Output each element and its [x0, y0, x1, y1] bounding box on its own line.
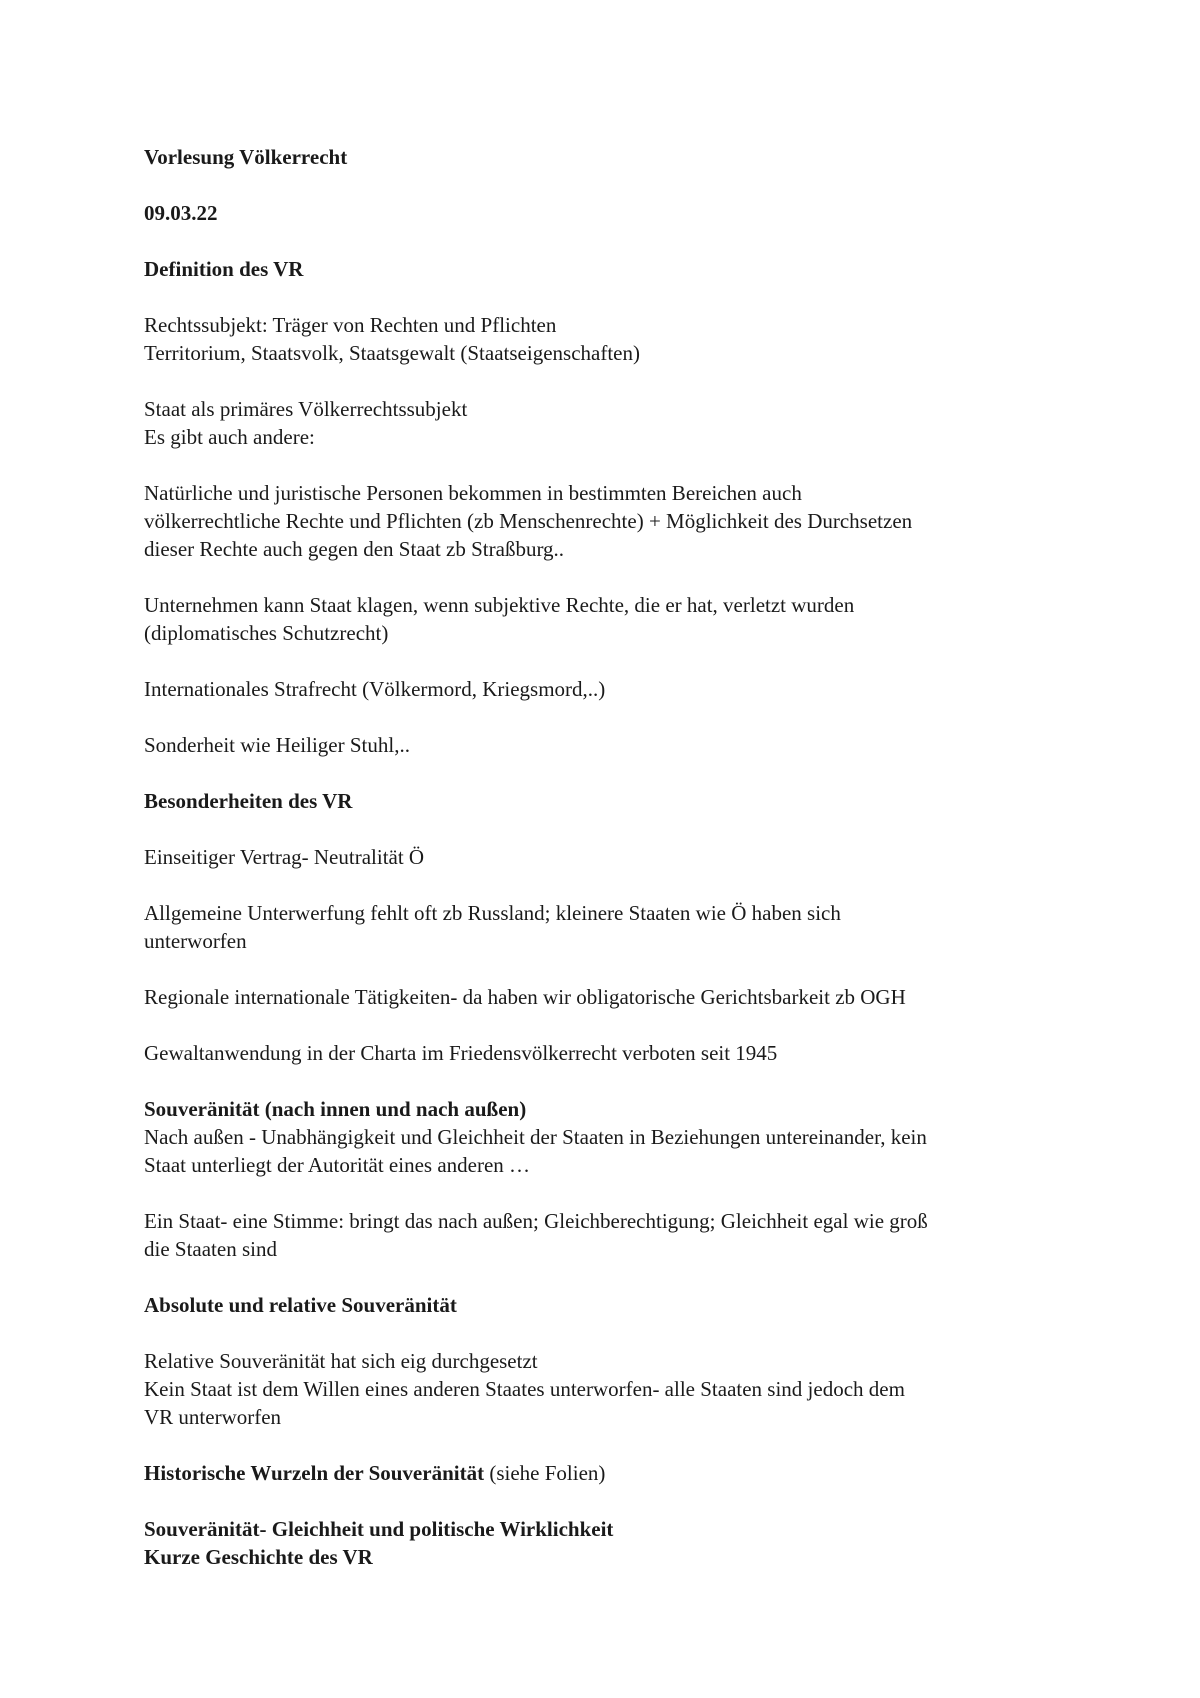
- text-line: unterworfen: [144, 929, 247, 953]
- paragraph-vertrag: Einseitiger Vertrag- Neutralität Ö: [144, 845, 425, 869]
- section-gleichheit-geschichte: [144, 1515, 1064, 1571]
- paragraph-rechtssubjekt: [144, 311, 1064, 367]
- text-line: Territorium, Staatsvolk, Staatsgewalt (Staatseigenschaften): [144, 341, 640, 365]
- heading-besonderheiten: Besonderheiten des VR: [144, 789, 353, 813]
- text-line: Allgemeine Unterwerfung fehlt oft zb Russland; kleinere Staaten wie Ö haben sich: [144, 901, 841, 925]
- paragraph-relative: [144, 1347, 1064, 1431]
- text-line: Unternehmen kann Staat klagen, wenn subjektive Rechte, die er hat, verletzt wurden: [144, 593, 855, 617]
- heading-souveraenitaet: Souveränität (nach innen und nach außen): [144, 1097, 527, 1121]
- text-line: Staat als primäres Völkerrechtssubjekt: [144, 397, 468, 421]
- text-line: dieser Rechte auch gegen den Staat zb Straßburg..: [144, 537, 565, 561]
- text-line: Staat unterliegt der Autorität eines anderen …: [144, 1153, 531, 1177]
- heading-historische: Historische Wurzeln der Souveränität (siehe Folien): [144, 1461, 606, 1485]
- text-line: Nach außen - Unabhängigkeit und Gleichheit der Staaten in Beziehungen untereinander, kein: [144, 1125, 927, 1149]
- paragraph-sonderheit: Sonderheit wie Heiliger Stuhl,..: [144, 733, 410, 757]
- paragraph-unternehmen: [144, 591, 1064, 647]
- text-line: Rechtssubjekt: Träger von Rechten und Pflichten: [144, 313, 557, 337]
- text-line: Kein Staat ist dem Willen eines anderen Staates unterworfen- alle Staaten sind jedoch dem: [144, 1377, 905, 1401]
- document-title: Vorlesung Völkerrecht: [144, 145, 348, 169]
- text-line: Relative Souveränität hat sich eig durchgesetzt: [144, 1349, 538, 1373]
- paragraph-unterwerfung: [144, 899, 1064, 955]
- heading-definition: Definition des VR: [144, 257, 304, 281]
- paragraph-staat: [144, 395, 1064, 451]
- paragraph-personen: [144, 479, 1064, 563]
- paragraph-regionale: Regionale internationale Tätigkeiten- da haben wir obligatorische Gerichtsbarkeit zb OGH: [144, 985, 906, 1009]
- lecture-date: 09.03.22: [144, 201, 218, 225]
- heading-absolute-relative: Absolute und relative Souveränität: [144, 1293, 457, 1317]
- text-line: Ein Staat- eine Stimme: bringt das nach außen; Gleichberechtigung; Gleichheit egal wie groß: [144, 1209, 928, 1233]
- heading-gleichheit: Souveränität- Gleichheit und politische Wirklichkeit: [144, 1517, 614, 1541]
- heading-geschichte: Kurze Geschichte des VR: [144, 1545, 373, 1569]
- paragraph-gewaltanwendung: Gewaltanwendung in der Charta im Friedensvölkerrecht verboten seit 1945: [144, 1041, 778, 1065]
- heading-historische-suffix: (siehe Folien): [484, 1461, 606, 1485]
- paragraph-strafrecht: Internationales Strafrecht (Völkermord, Kriegsmord,..): [144, 677, 606, 701]
- text-line: VR unterworfen: [144, 1405, 282, 1429]
- text-line: die Staaten sind: [144, 1237, 277, 1261]
- section-souveraenitaet: [144, 1095, 1064, 1179]
- text-line: Es gibt auch andere:: [144, 425, 315, 449]
- text-line: (diplomatisches Schutzrecht): [144, 621, 389, 645]
- paragraph-stimme: [144, 1207, 1064, 1263]
- document-body: [144, 143, 1064, 1599]
- text-line: völkerrechtliche Rechte und Pflichten (zb Menschenrechte) + Möglichkeit des Durchsetzen: [144, 509, 913, 533]
- text-line: Natürliche und juristische Personen bekommen in bestimmten Bereichen auch: [144, 481, 802, 505]
